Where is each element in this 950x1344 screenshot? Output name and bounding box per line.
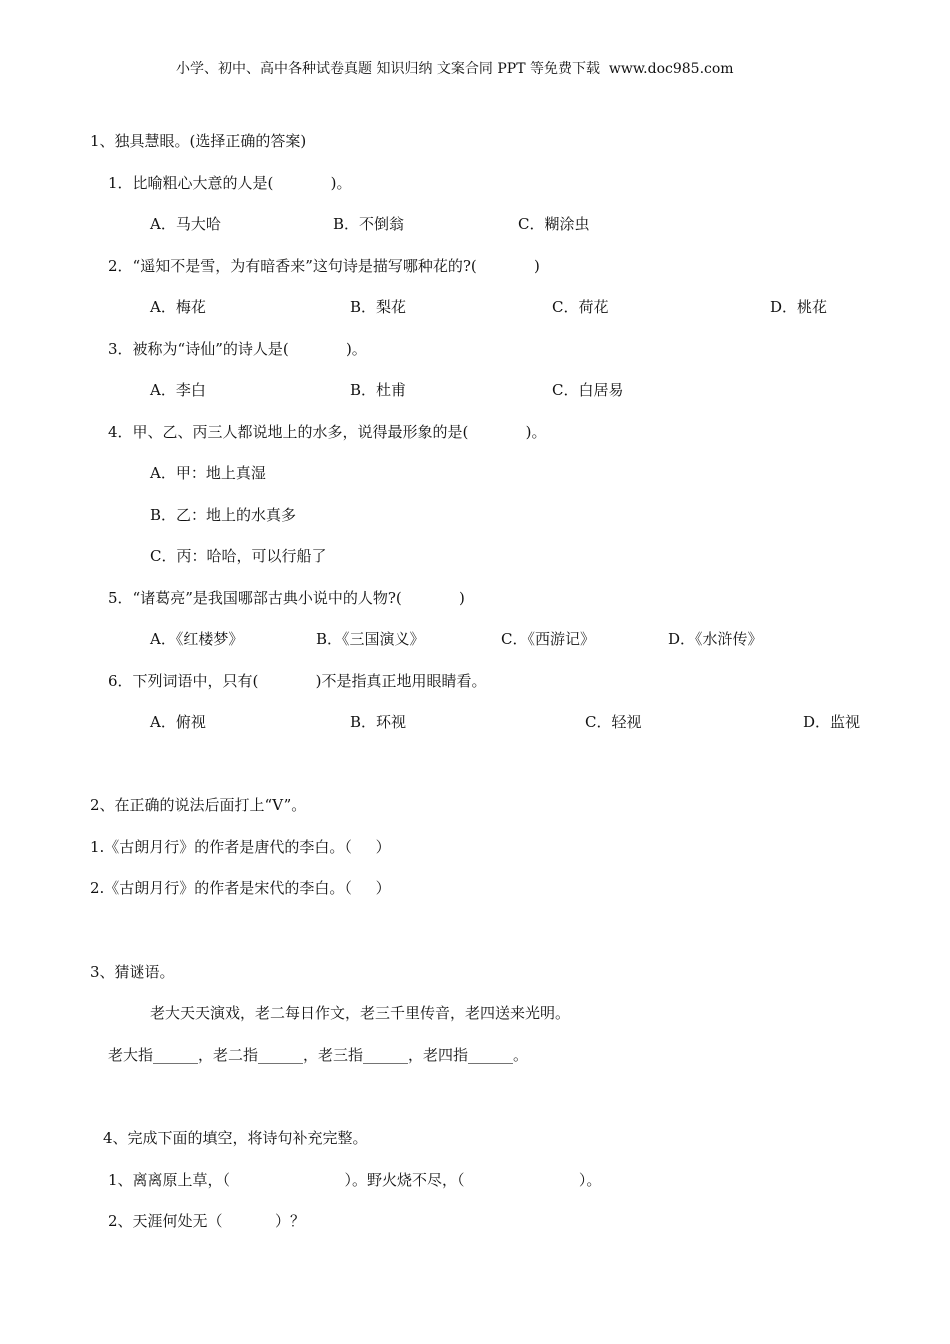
q2-option-b: B．梨花: [350, 298, 407, 316]
q4-option-b: B．乙：地上的水真多: [150, 506, 297, 524]
poem-fill-2: 2、天涯何处无（ ）？: [108, 1212, 305, 1230]
q5-option-a: A．《红楼梦》: [150, 630, 244, 648]
q6-option-d: D．监视: [803, 713, 861, 731]
section-2-item-2: 2.《古朗月行》的作者是宋代的李白。（ ）: [90, 879, 391, 897]
poem-fill-1: 1、离离原上草，（ ）。野火烧不尽，（ ）。: [108, 1171, 602, 1189]
q5-option-d: D．《水浒传》: [668, 630, 763, 648]
section-2-item-1: 1.《古朗月行》的作者是唐代的李白。（ ）: [90, 838, 391, 856]
riddle-answer: 老大指______，老二指______，老三指______，老四指______。: [108, 1046, 529, 1064]
q6-option-c: C．轻视: [585, 713, 642, 731]
q2-option-d: D．桃花: [770, 298, 828, 316]
question-4: 4．甲、乙、丙三人都说地上的水多，说得最形象的是( )。: [108, 423, 547, 441]
q1-option-c: C．糊涂虫: [518, 215, 590, 233]
section-3-title: 3、猜谜语。: [90, 963, 175, 981]
question-1: 1．比喻粗心大意的人是( )。: [108, 174, 352, 192]
q2-option-c: C．荷花: [552, 298, 609, 316]
q6-option-a: A．俯视: [150, 713, 206, 731]
q1-option-b: B．不倒翁: [333, 215, 405, 233]
section-2-title: 2、在正确的说法后面打上“V”。: [90, 796, 307, 814]
q4-option-c: C．丙：哈哈，可以行船了: [150, 547, 327, 565]
riddle-text: 老大天天演戏，老二每日作文，老三千里传音，老四送来光明。: [150, 1004, 571, 1022]
q3-option-b: B．杜甫: [350, 381, 407, 399]
question-6: 6．下列词语中，只有( )不是指真正地用眼睛看。: [108, 672, 487, 690]
q5-option-c: C．《西游记》: [501, 630, 595, 648]
q5-option-b: B．《三国演义》: [316, 630, 425, 648]
question-5: 5．“诸葛亮”是我国哪部古典小说中的人物?( ): [108, 589, 465, 607]
q2-option-a: A．梅花: [150, 298, 206, 316]
q4-option-a: A．甲：地上真湿: [150, 464, 266, 482]
page-header: 小学、初中、高中各种试卷真题 知识归纳 文案合同 PPT 等免费下载 www.doc985.com: [176, 61, 734, 77]
section-4-title: 4、完成下面的填空，将诗句补充完整。: [103, 1129, 368, 1147]
question-3: 3．被称为“诗仙”的诗人是( )。: [108, 340, 367, 358]
q6-option-b: B．环视: [350, 713, 407, 731]
q1-option-a: A．马大哈: [150, 215, 221, 233]
q3-option-a: A．李白: [150, 381, 206, 399]
question-2: 2．“遥知不是雪，为有暗香来”这句诗是描写哪种花的?( ): [108, 257, 540, 275]
q3-option-c: C．白居易: [552, 381, 624, 399]
section-1-title: 1、独具慧眼。(选择正确的答案): [90, 132, 307, 150]
